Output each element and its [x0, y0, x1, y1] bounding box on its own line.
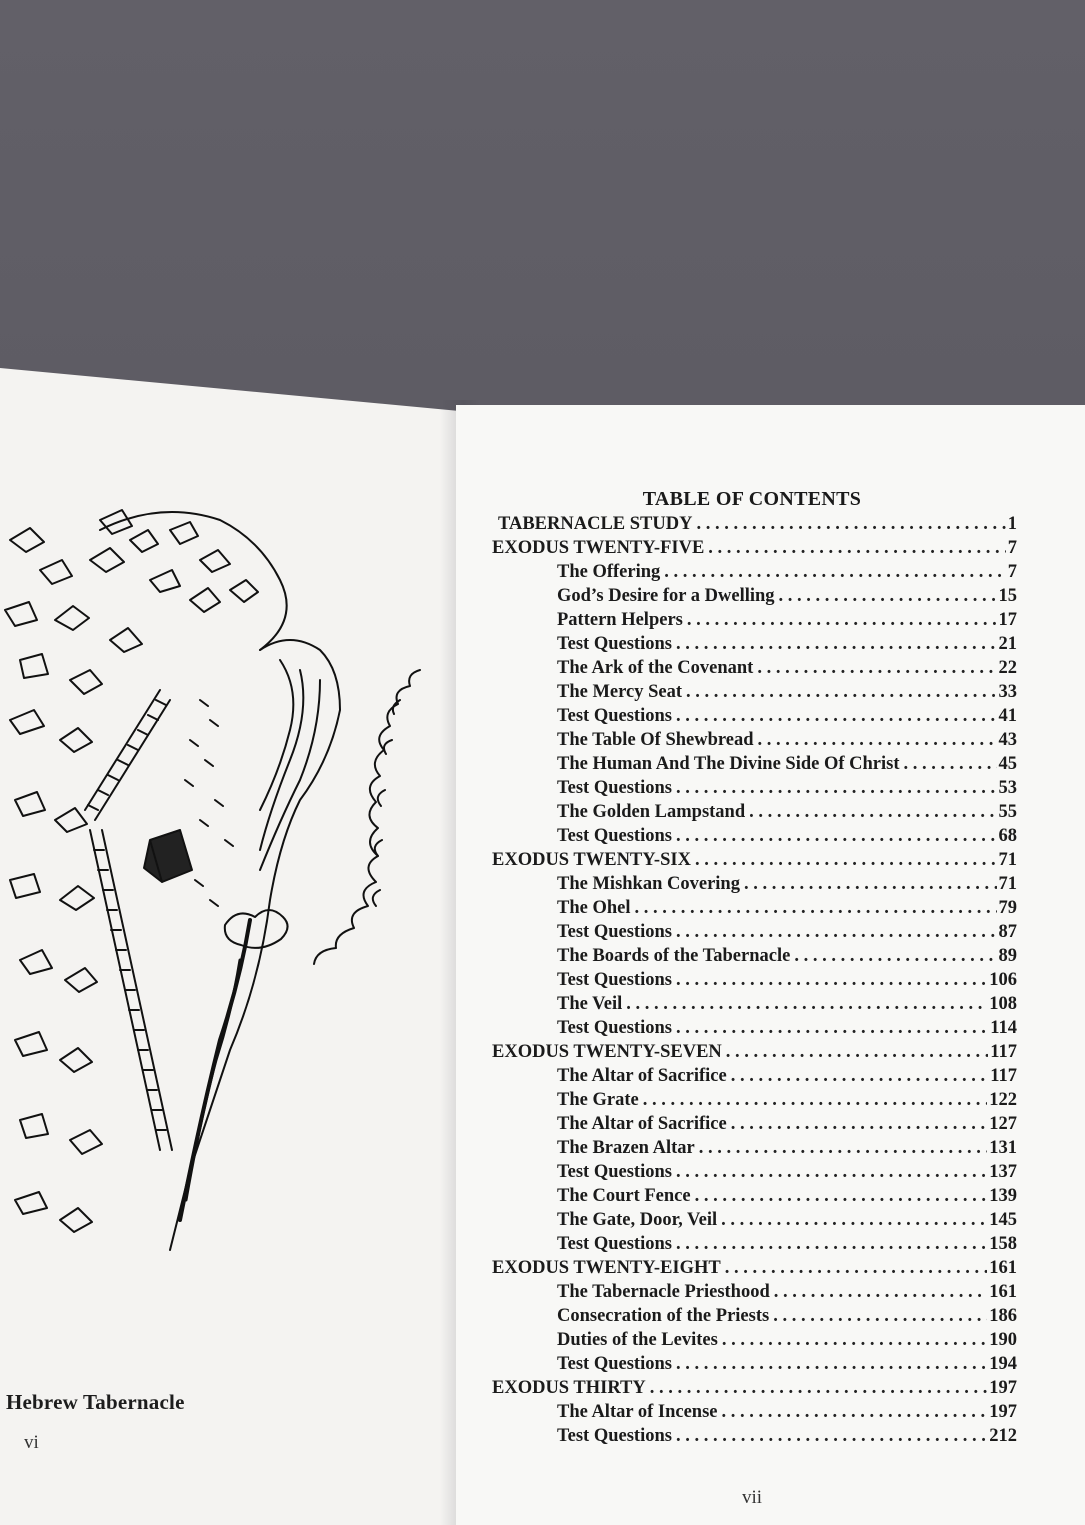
toc-leader-dots: [664, 560, 1005, 584]
toc-entry-label: EXODUS TWENTY-FIVE: [492, 538, 705, 558]
illustration-caption: Hebrew Tabernacle: [6, 1390, 185, 1414]
toc-entry: [492, 1208, 1017, 1232]
toc-leader-dots: [686, 680, 996, 704]
toc-entry-page: 15: [998, 586, 1017, 606]
toc-entry-label: Consecration of the Priests: [557, 1306, 770, 1326]
toc-entry-page: 161: [989, 1258, 1017, 1278]
toc-entry-label: The Brazen Altar: [557, 1138, 695, 1158]
toc-entry-page: 7: [1007, 562, 1017, 582]
toc-leader-dots: [744, 872, 997, 896]
toc-entry: [492, 1064, 1017, 1088]
toc-entry-label: God’s Desire for a Dwelling: [557, 586, 775, 606]
toc-entry: [492, 560, 1017, 584]
toc-entry-page: 212: [989, 1426, 1017, 1446]
toc-leader-dots: [758, 728, 997, 752]
toc-entry-page: 127: [989, 1114, 1017, 1134]
toc-entry: [492, 1232, 1017, 1256]
toc-chapter-entry: [492, 1376, 1017, 1400]
toc-entry-page: 117: [990, 1066, 1017, 1086]
toc-entry-page: 161: [989, 1282, 1017, 1302]
toc-entry-label: The Veil: [557, 994, 623, 1014]
toc-entry: [492, 1328, 1017, 1352]
toc-entry-page: 139: [989, 1186, 1017, 1206]
table-of-contents: [492, 512, 1017, 1448]
toc-entry-label: The Altar of Incense: [557, 1402, 718, 1422]
toc-leader-dots: [794, 944, 996, 968]
toc-leader-dots: [687, 608, 997, 632]
toc-entry: [492, 1400, 1017, 1424]
toc-entry-page: 7: [1007, 538, 1017, 558]
toc-entry-label: Pattern Helpers: [557, 610, 683, 630]
toc-entry-page: 55: [998, 802, 1017, 822]
toc-entry-page: 68: [998, 826, 1017, 846]
toc-entry: [492, 1280, 1017, 1304]
toc-entry: [492, 632, 1017, 656]
toc-leader-dots: [676, 1160, 987, 1184]
toc-entry-page: 145: [989, 1210, 1017, 1230]
toc-entry-label: Test Questions: [557, 826, 672, 846]
toc-entry: [492, 656, 1017, 680]
toc-entry-label: EXODUS THIRTY: [492, 1378, 646, 1398]
toc-entry-page: 106: [989, 970, 1017, 990]
toc-entry-page: 197: [989, 1378, 1017, 1398]
toc-leader-dots: [676, 776, 997, 800]
toc-entry: [492, 1184, 1017, 1208]
toc-entry-label: The Ark of the Covenant: [557, 658, 754, 678]
toc-entry: [492, 704, 1017, 728]
tabernacle-illustration: [0, 500, 440, 1330]
toc-leader-dots: [635, 896, 997, 920]
toc-entry-label: The Court Fence: [557, 1186, 691, 1206]
right-page-number: vii: [742, 1487, 763, 1508]
toc-entry-label: The Offering: [557, 562, 661, 582]
toc-entry: [492, 1136, 1017, 1160]
toc-entry-label: Duties of the Levites: [557, 1330, 718, 1350]
toc-entry-label: The Tabernacle Priesthood: [557, 1282, 770, 1302]
toc-entry: [492, 1160, 1017, 1184]
toc-entry-page: 41: [998, 706, 1017, 726]
toc-entry-label: The Golden Lampstand: [557, 802, 746, 822]
toc-leader-dots: [749, 800, 996, 824]
toc-entry-label: Test Questions: [557, 778, 672, 798]
toc-entry: [492, 1352, 1017, 1376]
toc-leader-dots: [773, 1304, 987, 1328]
toc-entry-page: 79: [998, 898, 1017, 918]
toc-leader-dots: [676, 920, 997, 944]
toc-entry-page: 71: [998, 850, 1017, 870]
toc-entry-page: 190: [989, 1330, 1017, 1350]
toc-entry-page: 45: [998, 754, 1017, 774]
toc-entry-page: 122: [989, 1090, 1017, 1110]
toc-entry-page: 108: [989, 994, 1017, 1014]
toc-entry-page: 17: [998, 610, 1017, 630]
toc-entry-label: EXODUS TWENTY-SEVEN: [492, 1042, 722, 1062]
toc-entry-page: 22: [998, 658, 1017, 678]
toc-entry-page: 158: [989, 1234, 1017, 1254]
toc-leader-dots: [676, 968, 987, 992]
toc-entry-label: The Mishkan Covering: [557, 874, 740, 894]
toc-entry: [492, 824, 1017, 848]
toc-entry-page: 197: [989, 1402, 1017, 1422]
toc-entry-label: The Grate: [557, 1090, 639, 1110]
toc-entry-label: Test Questions: [557, 1426, 672, 1446]
toc-entry: [492, 920, 1017, 944]
toc-title: TABLE OF CONTENTS: [642, 488, 862, 510]
toc-leader-dots: [643, 1088, 988, 1112]
toc-entry: [492, 800, 1017, 824]
toc-entry-label: Test Questions: [557, 1354, 672, 1374]
toc-entry-page: 1: [1007, 514, 1017, 534]
toc-entry-label: The Altar of Sacrifice: [557, 1114, 727, 1134]
toc-entry-page: 131: [989, 1138, 1017, 1158]
toc-entry-label: Test Questions: [557, 1234, 672, 1254]
toc-entry-page: 87: [998, 922, 1017, 942]
toc-leader-dots: [676, 632, 997, 656]
toc-entry-page: 117: [990, 1042, 1017, 1062]
toc-leader-dots: [726, 1040, 988, 1064]
toc-chapter-entry: [492, 848, 1017, 872]
toc-entry: [492, 896, 1017, 920]
toc-entry-page: 194: [989, 1354, 1017, 1374]
toc-entry-page: 186: [989, 1306, 1017, 1326]
toc-entry-label: The Altar of Sacrifice: [557, 1066, 727, 1086]
toc-entry-label: Test Questions: [557, 706, 672, 726]
toc-entry: [492, 776, 1017, 800]
toc-leader-dots: [626, 992, 987, 1016]
toc-entry: [492, 872, 1017, 896]
toc-leader-dots: [695, 1184, 988, 1208]
toc-entry-page: 114: [990, 1018, 1017, 1038]
toc-entry: [492, 992, 1017, 1016]
toc-entry-page: 21: [998, 634, 1017, 654]
toc-entry-label: Test Questions: [557, 1162, 672, 1182]
toc-leader-dots: [721, 1208, 987, 1232]
toc-entry-page: 89: [998, 946, 1017, 966]
toc-entry-page: 33: [998, 682, 1017, 702]
toc-entry-label: Test Questions: [557, 634, 672, 654]
toc-entry: [492, 752, 1017, 776]
toc-entry-label: The Gate, Door, Veil: [557, 1210, 718, 1230]
toc-leader-dots: [676, 1352, 987, 1376]
toc-leader-dots: [779, 584, 997, 608]
toc-chapter-entry: [492, 1256, 1017, 1280]
toc-entry: [492, 728, 1017, 752]
toc-entry: [492, 944, 1017, 968]
toc-entry-label: The Ohel: [557, 898, 631, 918]
toc-entry-label: Test Questions: [557, 1018, 672, 1038]
toc-entry: [492, 968, 1017, 992]
toc-entry: [492, 680, 1017, 704]
toc-chapter-entry: [492, 1040, 1017, 1064]
toc-entry: [492, 584, 1017, 608]
toc-entry-label: EXODUS TWENTY-SIX: [492, 850, 691, 870]
toc-entry-label: The Mercy Seat: [557, 682, 683, 702]
toc-entry: [492, 1424, 1017, 1448]
toc-leader-dots: [696, 512, 1005, 536]
toc-entry-label: Test Questions: [557, 970, 672, 990]
toc-entry-label: EXODUS TWENTY-EIGHT: [492, 1258, 721, 1278]
toc-leader-dots: [676, 704, 997, 728]
toc-entry-label: The Human And The Divine Side Of Christ: [557, 754, 900, 774]
toc-entry: [492, 1088, 1017, 1112]
toc-leader-dots: [695, 848, 997, 872]
toc-entry: [492, 1112, 1017, 1136]
toc-entry: [492, 1304, 1017, 1328]
toc-leader-dots: [731, 1064, 989, 1088]
toc-entry: [492, 1016, 1017, 1040]
toc-entry-page: 71: [998, 874, 1017, 894]
toc-entry-page: 53: [998, 778, 1017, 798]
toc-leader-dots: [676, 1232, 987, 1256]
toc-leader-dots: [676, 1016, 988, 1040]
toc-leader-dots: [757, 656, 996, 680]
toc-entry-page: 43: [998, 730, 1017, 750]
toc-leader-dots: [650, 1376, 988, 1400]
toc-entry-page: 137: [989, 1162, 1017, 1182]
toc-leader-dots: [904, 752, 997, 776]
toc-leader-dots: [725, 1256, 988, 1280]
toc-entry-label: The Boards of the Tabernacle: [557, 946, 791, 966]
toc-chapter-entry: [492, 512, 1017, 536]
toc-leader-dots: [722, 1400, 988, 1424]
toc-chapter-entry: [492, 536, 1017, 560]
toc-entry-label: TABERNACLE STUDY: [498, 514, 693, 534]
toc-leader-dots: [699, 1136, 988, 1160]
toc-leader-dots: [774, 1280, 987, 1304]
toc-leader-dots: [722, 1328, 987, 1352]
toc-leader-dots: [676, 824, 997, 848]
toc-leader-dots: [731, 1112, 988, 1136]
toc-entry: [492, 608, 1017, 632]
toc-entry-label: The Table Of Shewbread: [557, 730, 754, 750]
left-page-number: vi: [24, 1432, 39, 1453]
toc-entry-label: Test Questions: [557, 922, 672, 942]
toc-leader-dots: [708, 536, 1005, 560]
toc-leader-dots: [676, 1424, 987, 1448]
